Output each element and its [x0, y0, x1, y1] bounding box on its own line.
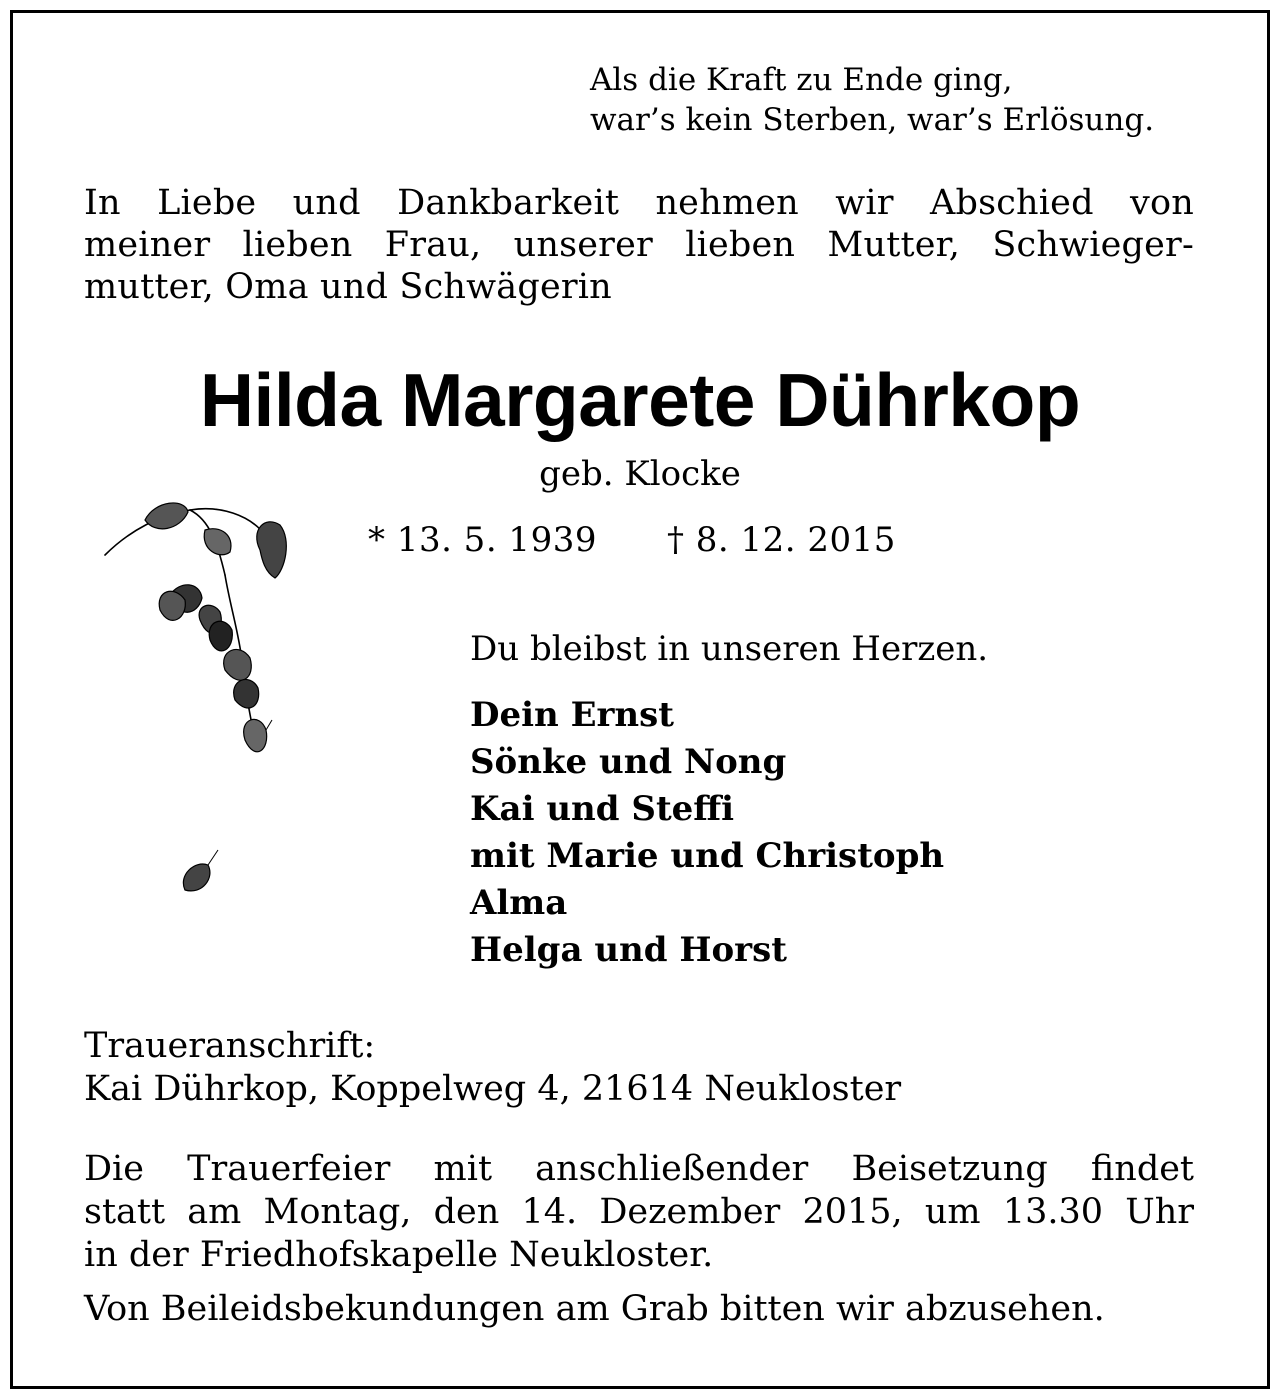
intro-line-2: meiner lieben Frau, unserer lieben Mutter, Schwieger- [84, 225, 1194, 265]
mourning-address [84, 1025, 901, 1111]
address-label: Traueranschrift: [84, 1026, 376, 1066]
maiden-name: geb. Klocke [539, 454, 741, 494]
deceased-name: Hilda Margarete Dührkop [199, 358, 1081, 442]
intro-line-1: In Liebe und Dankbarkeit nehmen wir Abschied von [84, 183, 1194, 223]
birch-leaves-icon [100, 490, 310, 930]
family-member: Helga und Horst [470, 930, 787, 970]
intro-line-3: mutter, Oma und Schwägerin [84, 267, 612, 307]
death-date: † 8. 12. 2015 [666, 520, 896, 560]
family-member: Kai und Steffi [470, 789, 735, 829]
family-member: Sönke und Nong [470, 742, 787, 782]
intro-text [84, 182, 1194, 308]
motto-verse [590, 60, 1154, 140]
family-member: mit Marie und Christoph [470, 836, 945, 876]
condolence-notice: Von Beileidsbekundungen am Grab bitten wir abzusehen. [84, 1289, 1105, 1329]
family-member: Dein Ernst [470, 695, 674, 735]
motto-line-1: Als die Kraft zu Ende ging, [590, 62, 1013, 98]
closing-phrase: Du bleibst in unseren Herzen. [470, 629, 989, 669]
ceremony-line-3: in der Friedhofskapelle Neukloster. [84, 1235, 714, 1275]
family-signatures [470, 692, 944, 974]
ceremony-line-2: statt am Montag, den 14. Dezember 2015, um 13.30 Uhr [84, 1192, 1194, 1232]
address-value: Kai Dührkop, Koppelweg 4, 21614 Neukloster [84, 1069, 902, 1109]
motto-line-2: war’s kein Sterben, war’s Erlösung. [590, 102, 1155, 138]
birth-date: * 13. 5. 1939 [368, 520, 597, 560]
ceremony-info [84, 1148, 1194, 1277]
family-member: Alma [470, 883, 568, 923]
life-dates [368, 518, 896, 562]
ceremony-line-1: Die Trauerfeier mit anschließender Beisetzung findet [84, 1149, 1194, 1189]
